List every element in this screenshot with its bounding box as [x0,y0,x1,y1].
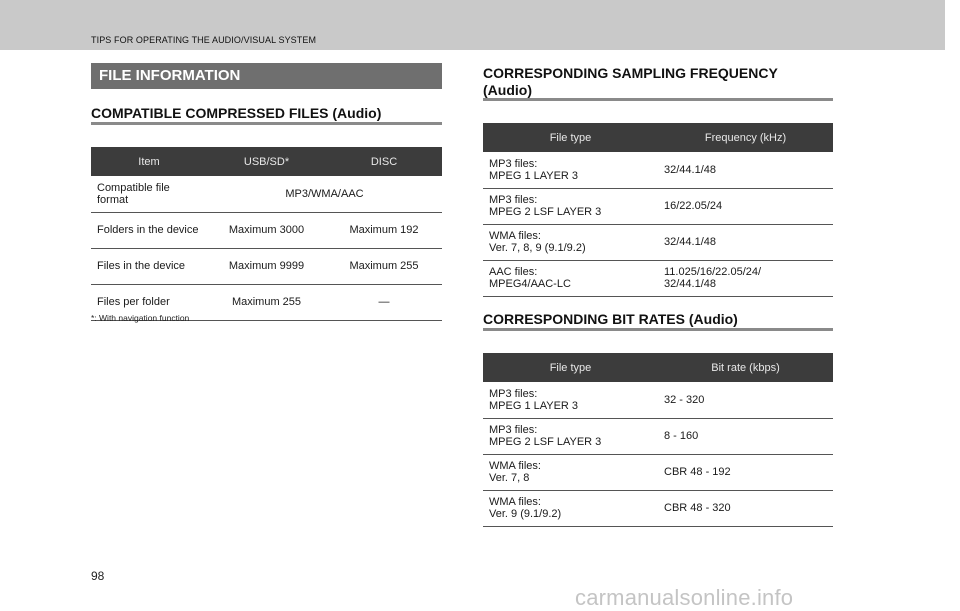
file-type-line-1: WMA files: [489,460,541,472]
frequency-line-2: 32/44.1/48 [664,278,716,290]
compatible-files-title: COMPATIBLE COMPRESSED FILES (Audio) [91,105,382,121]
table-row [483,260,833,296]
bit-rates-rule [483,328,833,331]
cell-frequency [658,224,833,260]
cell-file-type [483,260,658,296]
compatible-files-rule [91,122,442,125]
cell-item: Folders in the device [91,212,207,248]
table-row [483,454,833,490]
cell-usb-sd: Maximum 3000 [207,212,326,248]
table-header-row [91,147,442,176]
cell-usb-sd: Maximum 9999 [207,248,326,284]
file-type-line-1: MP3 files: [489,194,538,206]
page-number: 98 [91,569,105,583]
cell-file-type [483,224,658,260]
cell-file-type [483,382,658,418]
column-header-bit-rate: Bit rate (kbps) [658,353,833,382]
cell-disc: — [326,284,442,320]
footnote-navigation: *: With navigation function [91,313,190,323]
column-header-usb-sd: USB/SD* [207,147,326,176]
table-row [483,382,833,418]
cell-item: Compatible file format [91,176,207,212]
frequency-line-1: 16/22.05/24 [664,200,723,212]
cell-bit-rate: 32 - 320 [658,382,833,418]
cell-item: Files in the device [91,248,207,284]
cell-frequency [658,188,833,224]
sampling-frequency-table [483,123,833,297]
column-header-item: Item [91,147,207,176]
file-type-line-1: WMA files: [489,496,541,508]
file-type-line-2: Ver. 7, 8 [489,472,530,484]
table-row [483,188,833,224]
column-header-file-type: File type [483,123,658,152]
bit-rates-title: CORRESPONDING BIT RATES (Audio) [483,311,738,327]
sampling-frequency-rule [483,98,833,101]
cell-frequency [658,260,833,296]
file-information-banner: FILE INFORMATION [91,63,442,89]
cell-bit-rate: CBR 48 - 192 [658,454,833,490]
cell-file-type [483,454,658,490]
cell-bit-rate: 8 - 160 [658,418,833,454]
watermark-text: carmanualsonline.info [575,585,794,610]
cell-bit-rate: CBR 48 - 320 [658,490,833,526]
running-header-title: TIPS FOR OPERATING THE AUDIO/VISUAL SYSTEM [91,35,317,45]
sampling-title-line-2: (Audio) [483,82,532,98]
file-type-line-2: MPEG 1 LAYER 3 [489,399,579,412]
file-type-line-2: MPEG4/AAC-LC [489,278,571,290]
table-row [483,224,833,260]
file-type-line-2: MPEG 2 LSF LAYER 3 [489,436,602,448]
file-type-line-2: Ver. 7, 8, 9 (9.1/9.2) [489,242,586,254]
file-type-line-1: MP3 files: [489,387,538,400]
cell-file-type [483,152,658,188]
table-row [483,490,833,526]
table-row [483,418,833,454]
file-type-line-1: WMA files: [489,230,541,242]
frequency-line-1: 32/44.1/48 [664,163,716,176]
file-type-line-1: AAC files: [489,266,538,278]
frequency-line-1: 32/44.1/48 [664,236,716,248]
file-type-line-1: MP3 files: [489,157,538,170]
cell-merged-value: MP3/WMA/AAC [207,176,442,212]
cell-usb-sd: Maximum 255 [207,284,326,320]
bit-rates-table [483,353,833,527]
compatible-files-table [91,147,442,321]
file-type-line-2: MPEG 1 LAYER 3 [489,169,579,182]
column-header-disc: DISC [326,147,442,176]
cell-item: Files per folder [91,284,207,320]
cell-file-type [483,490,658,526]
sampling-frequency-title [483,65,778,99]
cell-frequency [658,152,833,188]
file-type-line-2: MPEG 2 LSF LAYER 3 [489,206,602,218]
cell-disc: Maximum 255 [326,248,442,284]
table-header-row [483,123,833,152]
table-row [483,152,833,188]
frequency-line-1: 11.025/16/22.05/24/ [664,266,762,278]
cell-file-type [483,188,658,224]
column-header-frequency: Frequency (kHz) [658,123,833,152]
table-row [91,212,442,248]
file-type-line-2: Ver. 9 (9.1/9.2) [489,508,562,520]
table-header-row [483,353,833,382]
table-row [91,176,442,212]
file-type-line-1: MP3 files: [489,424,538,436]
table-row [91,248,442,284]
column-header-file-type: File type [483,353,658,382]
cell-file-type [483,418,658,454]
sampling-title-line-1: CORRESPONDING SAMPLING FREQUENCY [483,65,778,81]
cell-disc: Maximum 192 [326,212,442,248]
